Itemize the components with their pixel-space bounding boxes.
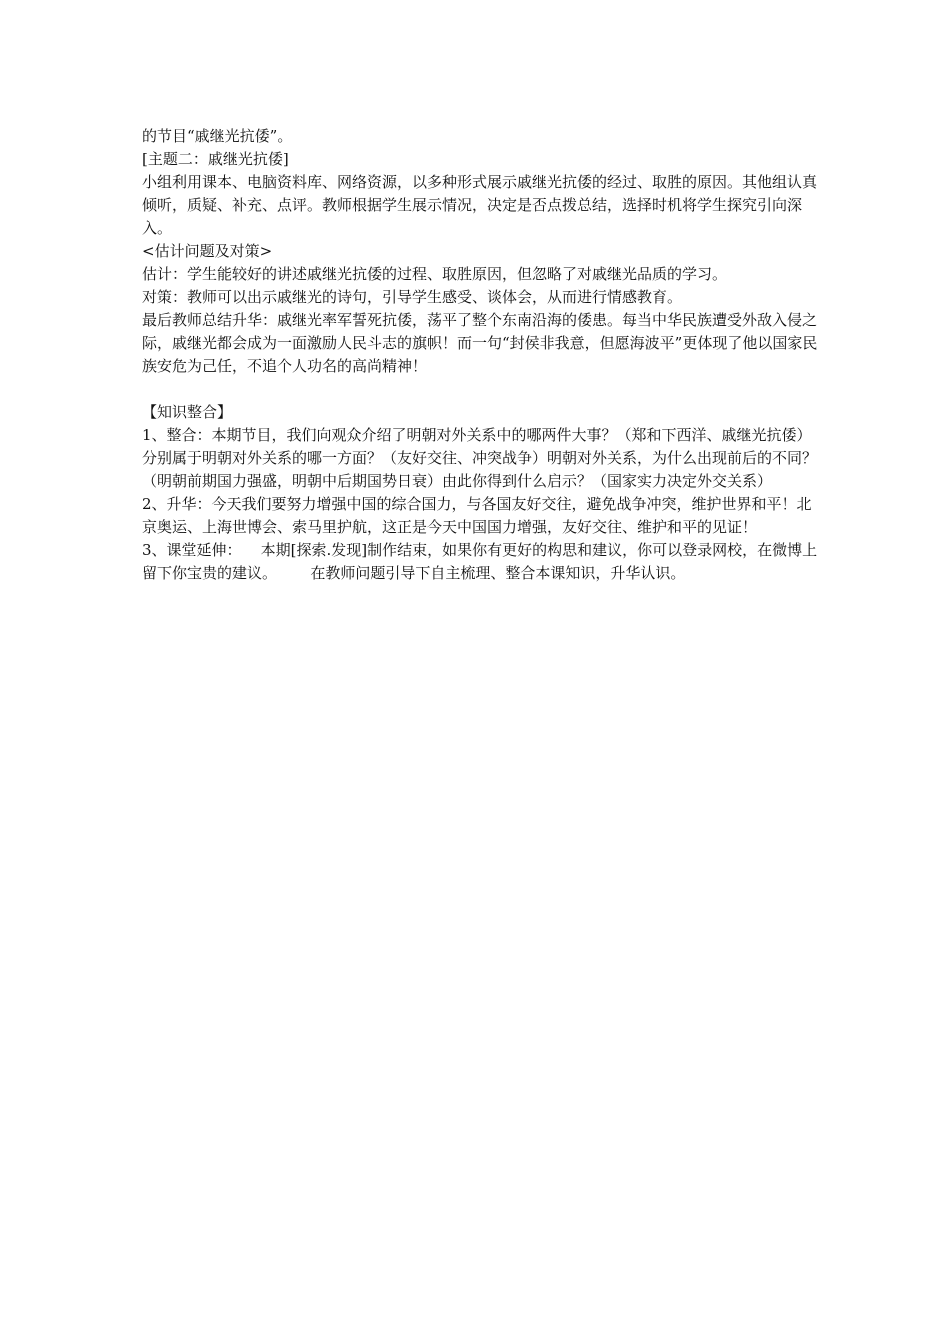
extension-paragraph: 3、课堂延伸： 本期[探索.发现]制作结束，如果你有更好的构思和建议，你可以登录网校，在微博上留下你宝贵的建议。 在教师问题引导下自主梳理、整合本课知识，升华认识。 — [142, 541, 818, 582]
estimate-heading: <估计问题及对策> — [142, 242, 273, 260]
summary-paragraph: 最后教师总结升华：戚继光率军誓死抗倭，荡平了整个东南沿海的倭患。每当中华民族遭受外敌入侵之际，戚继光都会成为一面激励人民斗志的旗帜！而一句“封侯非我意，但愿海波平”更体现了他以国家民族安危为己任，不追个人功名的高尚精神！ — [142, 311, 818, 375]
theme-two-heading: [主题二：戚继光抗倭] — [142, 150, 289, 168]
elevation-paragraph: 2、升华：今天我们要努力增强中国的综合国力，与各国友好交往，避免战争冲突，维护世界和平！北京奥运、上海世博会、索马里护航，这正是今天中国国力增强，友好交往、维护和平的见证！ — [142, 495, 812, 536]
strategy-paragraph: 对策：教师可以出示戚继光的诗句，引导学生感受、谈体会，从而进行情感教育。 — [142, 288, 683, 306]
integration-paragraph: 1、整合：本期节目，我们向观众介绍了明朝对外关系中的哪两件大事？（郑和下西洋、戚继光抗倭）分别属于明朝对外关系的哪一方面？（友好交往、冲突战争）明朝对外关系，为什么出现前后的不同？（明朝前期国力强盛，明朝中后期国势日衰）由此你得到什么启示？（国家实力决定外交关系） — [142, 426, 818, 490]
document-body — [142, 125, 822, 585]
estimate-paragraph: 估计：学生能较好的讲述戚继光抗倭的过程、取胜原因，但忽略了对戚继光品质的学习。 — [142, 265, 728, 283]
knowledge-integration-heading: 【知识整合】 — [142, 403, 233, 421]
group-activity-paragraph: 小组利用课本、电脑资料库、网络资源，以多种形式展示戚继光抗倭的经过、取胜的原因。其他组认真倾听，质疑、补充、点评。教师根据学生展示情况，决定是否点拨总结，选择时机将学生探究引向深入。 — [142, 173, 818, 237]
intro-line: 的节目“戚继光抗倭”。 — [142, 127, 293, 145]
blank-line — [142, 378, 822, 401]
